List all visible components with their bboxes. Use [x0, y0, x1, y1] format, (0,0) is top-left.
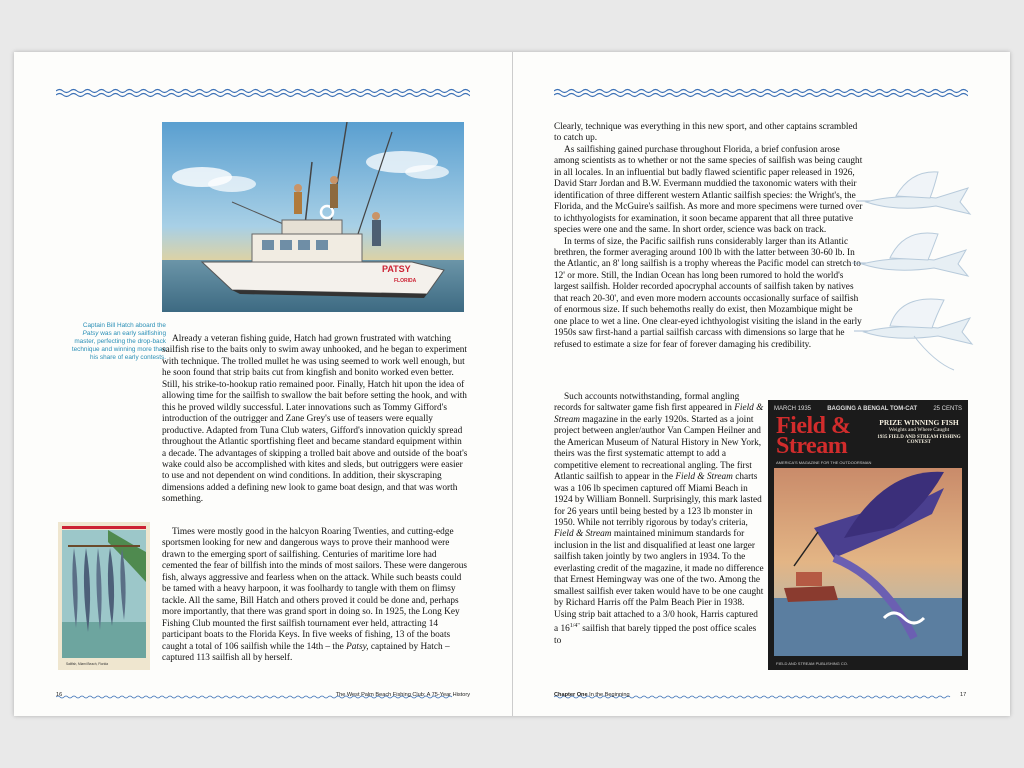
right-folio: 17 — [960, 692, 967, 698]
cover-price: 25 CENTS — [933, 406, 962, 412]
right-body-text — [554, 122, 864, 351]
right-paragraph-4-b: magazine in the early 1920s. Started as a joint project between angler/author Van Campen Heilner and the American Museum of Natural History in New York, theirs was the first systematic attempt to add a competitive element to recreational angling. The first Atlantic sailfish to appear in the — [554, 414, 762, 483]
right-paragraph-4-fs1: Field & Stream — [554, 403, 764, 425]
boat-name: PATSY — [382, 264, 411, 274]
sailfish-sketch-1 — [856, 168, 976, 233]
right-footer-rule — [554, 686, 968, 690]
running-title: The West Palm Beach Fishing Club: A 75-Year History — [335, 692, 470, 698]
chapter-label: Chapter One — [554, 692, 588, 698]
chapter-footer — [554, 692, 630, 698]
left-wave-border — [56, 88, 470, 98]
right-paragraph-4-a: Such accounts notwithstanding, formal angling records for saltwater game fish first appeared in — [554, 392, 740, 414]
right-paragraph-4-d: maintained minimum standards for inclusion in the list and disqualified at least one larger sailfish taken jointly by two anglers in 1934. To the everlasting credit of the magazine, it made no difference that Ernest Hemingway was one of the two. Among the smallest sailfish ever taken would have to be one caught by Richard Harris off the Palm Beach Pier in 1938. Using strip bait attached to a 3/0 hook, Harris captured a 16 — [554, 529, 764, 635]
left-paragraph-2-text: Times were mostly good in the halcyon Roaring Twenties, and cutting-edge sportsmen looking for new and dangerous ways to prove their manhood were drawn to the emerging sport of sailfishing. Centuries of maritime lore had cemented the fear of billfish into the minds of most sailors. These were dangerous fish, always aggressive and fearless when on the attack. While such beasts could be tamed with a heavy harpoon, it was foolhardy to tangle with them on flimsy tackle. All the same, Bill Hatch and others proved it could be done and, perhaps more importantly, that there was grand sport in doing so. In 1925, the Long Key Fishing Club mounted the first sailfish tournament ever held, attracting 14 participant boats to the Florida Keys. In five weeks of fishing, 13 of the boats caught a total of 106 sailfish while the 14th – the — [162, 527, 467, 652]
right-body-text-2 — [554, 392, 764, 647]
field-and-stream-cover — [768, 400, 968, 670]
left-paragraph-2-italic: Patsy, — [346, 641, 369, 652]
right-paragraph-4 — [554, 392, 764, 647]
right-wave-border — [554, 88, 968, 98]
right-paragraph-4-c: charts was a 106 lb specimen captured off Miami Beach in 1924 by William Bonnell. Surprisingly, this mark lasted for 26 years until being bested by a 123 lb monster in 1950. While not terribly rigorous by today's criteria, — [554, 472, 762, 528]
cover-title-2: Stream — [776, 433, 848, 459]
boat-photo — [162, 122, 464, 312]
left-body-text-2 — [162, 527, 468, 664]
chapter-title: In the Beginning — [589, 692, 630, 698]
cover-title-1: Field & — [776, 413, 851, 439]
gutter — [512, 52, 513, 716]
cover-banner: BAGGING A BENGAL TOM-CAT — [827, 406, 918, 412]
cover-date: MARCH 1935 — [774, 406, 812, 412]
photo-caption — [70, 322, 166, 362]
right-paragraph-4-e: sailfish that barely tipped the post office scales to — [554, 624, 757, 646]
cover-prize-title: PRIZE WINNING FISH — [879, 418, 959, 427]
left-paragraph-1: Already a veteran fishing guide, Hatch had grown frustrated with watching sailfish rise to the baits only to swim away unhooked, and he began to experiment with technique. The trolled mullet he was using seemed to work well enough, but he soon found that strip baits cut from kingfish and bonito worked even better. Still, his strike-to-hookup ratio remained poor. Finally, Hatch hit upon the idea of allowing time for the sailfish to swallow the bait before setting the hook, and with this he proved wildly successful. Later innovations such as Tommy Gifford's introduction of the outrigger and Zane Grey's use of teasers were equally productive. Adapted from Tuna Club waters, Gifford's innovation quickly spread throughout the Atlantic sportfishing fleet and became standard equipment within a decade. The advantages of skipping a trolled bait above and outside of the boat's wake could also be accomplished with kites and sleds, but outriggers were easier to use and not dependent on wind conditions. In addition, their skyscraping dimensions added a defining new look to game boat design, and that was worth something. — [162, 334, 468, 505]
caption-text: Captain Bill Hatch aboard the — [82, 322, 166, 329]
sailfish-sketch-3 — [854, 292, 978, 379]
left-body-text — [162, 334, 468, 506]
book-spread — [14, 52, 1010, 716]
cover-prize-sub: Weights and Where Caught — [888, 427, 950, 433]
right-paragraph-3: In terms of size, the Pacific sailfish runs considerably larger than its Atlantic brethren, the former averaging around 100 lb with the latter between 30-60 lb. In the Atlantic, an 8' long sailfish is a trophy whereas the Pacific model can stretch to 12' or more. Still, the Indian Ocean has long been rumored to hold the world's largest sailfish. Holder recorded apocryphal accounts of sailfish taken by natives that reach 20-30', and even more modern accounts occasionally surface of sailfish of enormous size. If such behemoths really do exist, then Mozambique might be one place to wet a line. One clear-eyed ichthyologist visiting the island in the early 1950s saw first-hand a partial sailfish carcass with dimensions so large that he refused to estimate a size for fear of forever damaging his credibility. — [554, 236, 862, 350]
right-paragraph-1: Clearly, technique was everything in this new sport, and other captains scrambled to catch up. — [554, 122, 858, 144]
right-paragraph-2: As sailfishing gained purchase throughout Florida, a brief confusion arose among scientists as to whether or not the same species of sailfish was being caught in all locales. In an influential but badly flawed scientific paper released in 1926, David Starr Jordan and B.W. Evermann muddied the taxonomic waters with their identification of three different western Atlantic sailfish species: the Wright's, the Florida, and the McGuire's sailfish. As more and more specimens were turned over to ichthyologists for examination, it soon became apparent that all three putative species were one and the same. In short order, science was back on track. — [554, 144, 863, 236]
caption-text-2: was an early sailfishing master, perfecting the drop-back technique and winning more than his share of early contests. — [71, 330, 166, 361]
postcard-label: Sailfish, Miami Beach, Florida — [66, 662, 108, 666]
cover-contest: 1935 FIELD AND STREAM FISHING CONTEST — [877, 435, 961, 445]
sailfish-postcard — [58, 522, 150, 670]
cover-publisher: FIELD AND STREAM PUBLISHING CO. — [776, 661, 849, 666]
left-paragraph-2-text-2: captained by Hatch – captured 113 sailfish all by herself. — [162, 641, 450, 663]
left-folio: 16 — [56, 692, 63, 698]
right-paragraph-4-frac: 1/4" — [569, 623, 580, 630]
boat-home: FLORIDA — [394, 278, 417, 284]
sailfish-sketch-2 — [852, 228, 974, 293]
right-paragraph-4-fs3: Field & Stream — [554, 529, 612, 540]
caption-italic: Patsy — [82, 330, 99, 337]
left-paragraph-2 — [162, 527, 468, 664]
right-paragraph-4-fs2: Field & Stream — [675, 472, 733, 483]
cover-tagline: AMERICA'S MAGAZINE FOR THE OUTDOORSMAN — [776, 460, 872, 465]
left-footer-rule — [56, 686, 470, 690]
